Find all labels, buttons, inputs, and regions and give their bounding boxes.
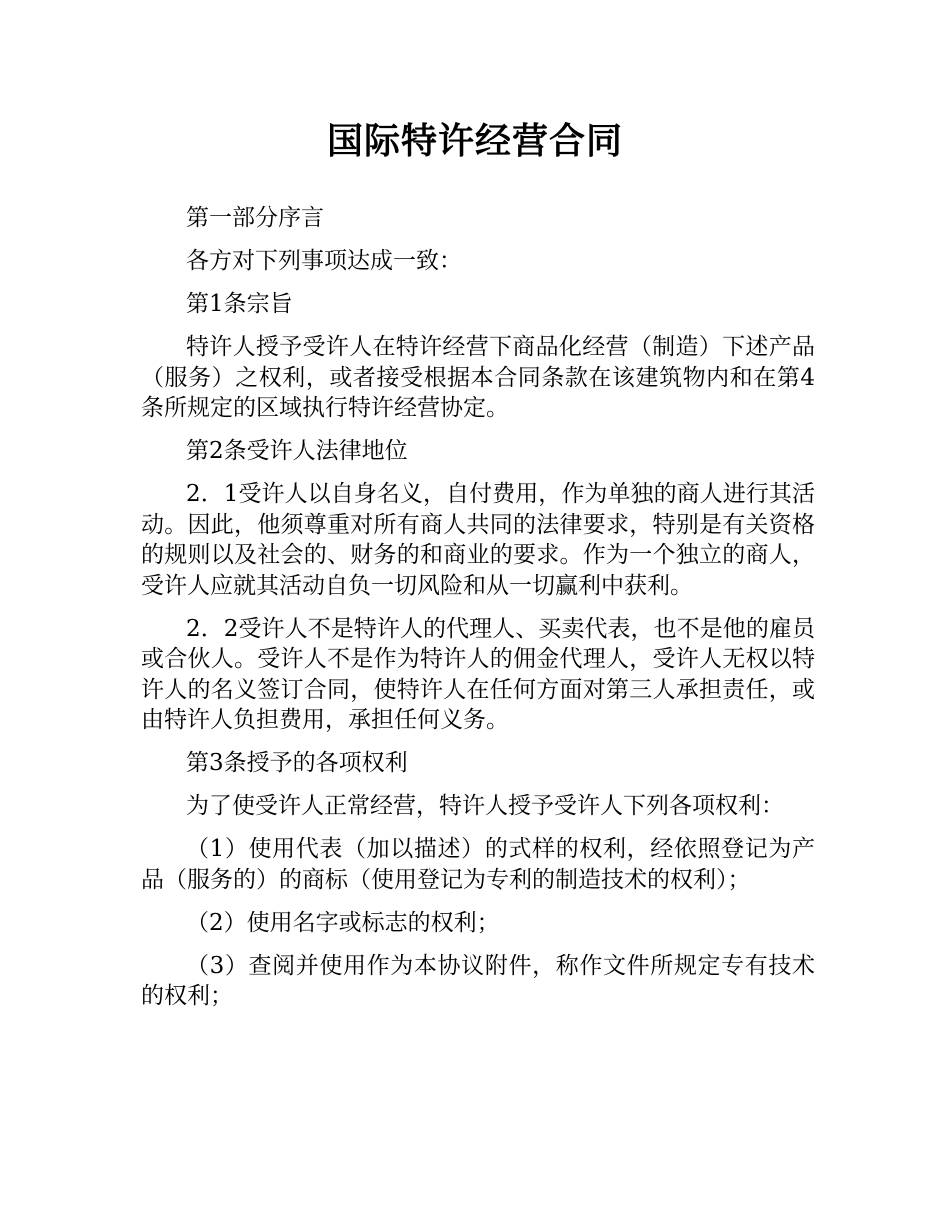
article-3-heading: 第3条授予的各项权利 <box>186 750 408 776</box>
right-item-1: （1）使用代表（加以描述）的式样的权利，经依照登记为产品（服务的）的商标（使用登记为专利的制造技术的权利）； <box>141 836 815 893</box>
right-item-3: （3）查阅并使用作为本协议附件，称作文件所规定专有技术的权利； <box>141 952 815 1009</box>
document-body <box>141 203 815 1012</box>
paragraph-agreement-intro: 各方对下列事项达成一致： <box>186 248 462 274</box>
article-1-text: 特许人授予受许人在特许经营下商品化经营（制造）下述产品（服务）之权利，或者接受根据本合同条款在该建筑物内和在第4条所规定的区域执行特许经营协定。 <box>141 334 815 421</box>
right-item-2: （2）使用名字或标志的权利； <box>186 909 500 936</box>
article-2-heading: 第2条受许人法律地位 <box>186 438 408 464</box>
article-3-intro: 为了使受许人正常经营，特许人授予受许人下列各项权利： <box>186 793 784 819</box>
clause-2-1-text: 2．1受许人以自身名义，自付费用，作为单独的商人进行其活动。因此，他须尊重对所有商人共同的法律要求，特别是有关资格的规则以及社会的、财务的和商业的要求。作为一个独立的商人，受许人应就其活动自负一切风险和从一切赢利中获利。 <box>141 481 815 599</box>
document-title: 国际特许经营合同 <box>326 121 623 162</box>
section-heading-preface: 第一部分序言 <box>186 205 324 231</box>
article-1-heading: 第1条宗旨 <box>186 291 293 317</box>
clause-2-2-text: 2．2受许人不是特许人的代理人、买卖代表，也不是他的雇员或合伙人。受许人不是作为特许人的佣金代理人，受许人无权以特许人的名义签订合同，使特许人在任何方面对第三人承担责任，或由特许人负担费用，承担任何义务。 <box>141 615 815 733</box>
